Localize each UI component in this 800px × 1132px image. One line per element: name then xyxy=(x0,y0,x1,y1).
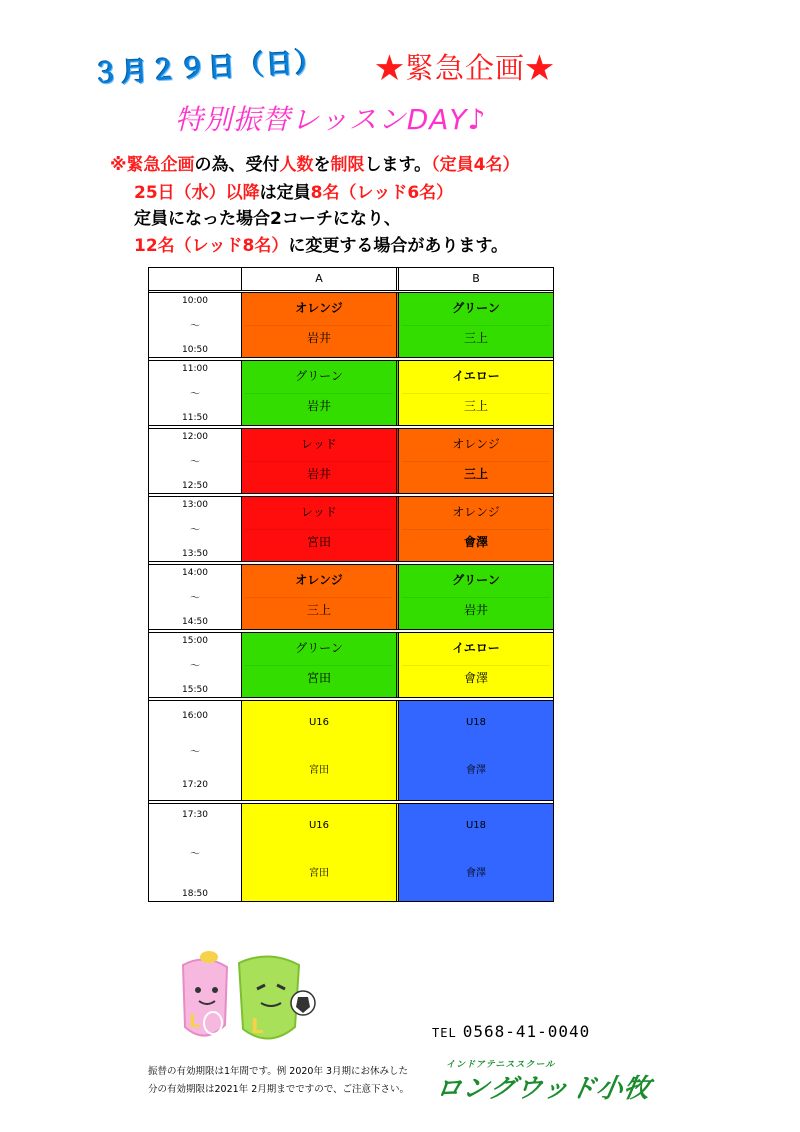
coach-name: 三上 xyxy=(306,603,331,617)
lesson-level: オレンジ xyxy=(295,301,343,315)
coach-name: 岩井 xyxy=(306,399,331,413)
phone-icon: TEL xyxy=(432,1026,457,1040)
lesson-cell-b xyxy=(399,429,553,493)
coach-name: 岩井 xyxy=(306,331,331,345)
coach-name: 宮田 xyxy=(309,765,329,776)
end-time: 18:50 xyxy=(182,889,208,899)
end-time: 10:50 xyxy=(182,345,208,355)
start-time: 11:00 xyxy=(182,364,208,374)
lesson-level: オレンジ xyxy=(295,573,343,587)
coach-name: 宮田 xyxy=(306,671,331,685)
start-time: 14:00 xyxy=(182,568,208,578)
tilde-mark: ～ xyxy=(190,592,200,604)
svg-text:L: L xyxy=(251,1014,264,1038)
event-subtitle: 特別振替レッスンDAY♪ xyxy=(175,103,487,136)
lesson-schedule-table xyxy=(148,267,554,902)
notice-emphasis: 人数 xyxy=(279,155,314,175)
coach-name: 宮田 xyxy=(306,535,331,549)
tilde-mark: ～ xyxy=(190,746,200,758)
end-time: 15:50 xyxy=(182,685,208,695)
end-time: 17:20 xyxy=(182,780,208,790)
time-cell xyxy=(149,804,242,901)
lesson-level: グリーン xyxy=(452,301,500,315)
notice-text: します。 xyxy=(364,155,432,175)
tilde-mark: ～ xyxy=(190,388,200,400)
tilde-mark: ～ xyxy=(190,660,200,672)
end-time: 13:50 xyxy=(182,549,208,559)
lesson-level: イエロー xyxy=(452,641,500,655)
lesson-cell-a xyxy=(242,361,399,425)
lesson-level: グリーン xyxy=(295,641,343,655)
start-time: 16:00 xyxy=(182,711,208,721)
lesson-cell-b xyxy=(399,804,553,901)
time-cell xyxy=(149,633,242,697)
coach-name: 岩井 xyxy=(463,603,488,617)
tilde-mark: ～ xyxy=(190,524,200,536)
lesson-cell-b xyxy=(399,497,553,561)
lesson-level: オレンジ xyxy=(452,437,500,451)
table-row xyxy=(149,701,553,804)
end-time: 12:50 xyxy=(182,481,208,491)
tilde-mark: ～ xyxy=(190,320,200,332)
lesson-cell-a xyxy=(242,804,399,901)
coach-name: 會澤 xyxy=(463,671,488,685)
coach-name: 會澤 xyxy=(466,765,486,776)
lesson-cell-a xyxy=(242,429,399,493)
phone-value: 0568-41-0040 xyxy=(462,1022,591,1041)
coach-name: 三上 xyxy=(463,331,488,345)
lesson-cell-b xyxy=(399,633,553,697)
tilde-mark: ～ xyxy=(190,848,200,860)
coach-name: 會澤 xyxy=(463,535,488,549)
start-time: 13:00 xyxy=(182,500,208,510)
lesson-cell-b xyxy=(399,361,553,425)
lesson-level: オレンジ xyxy=(452,505,500,519)
event-date: ３月２９日（日） xyxy=(91,46,325,91)
notice-emphasis: ※緊急企画 xyxy=(110,155,195,175)
lesson-level: グリーン xyxy=(295,369,343,383)
notice-emphasis: 25日（水）以降 xyxy=(134,183,260,203)
notice-line-3: 定員になった場合2コーチになり、 xyxy=(134,209,401,229)
phone-number xyxy=(432,1022,590,1041)
lesson-cell-b xyxy=(399,293,553,357)
lesson-level: U18 xyxy=(465,820,487,831)
notice-text: の為、受付 xyxy=(194,155,280,175)
table-row xyxy=(149,565,553,633)
coach-name: 三上 xyxy=(463,467,488,481)
validity-note-line-1: 振替の有効期限は1年間です。例 2020年 3月期にお休みした xyxy=(148,1066,409,1077)
svg-text:L: L xyxy=(189,1011,201,1032)
lesson-cell-a xyxy=(242,701,399,800)
lesson-cell-a xyxy=(242,497,399,561)
notice-line-4 xyxy=(134,231,508,256)
validity-note xyxy=(148,1063,409,1099)
notice-emphasis: 8名（レッド6名） xyxy=(310,183,454,203)
table-row xyxy=(149,293,553,361)
start-time: 12:00 xyxy=(182,432,208,442)
coach-name: 岩井 xyxy=(306,467,331,481)
notice-emphasis: （定員4名） xyxy=(431,155,520,175)
lesson-level: グリーン xyxy=(452,573,500,587)
header-time-cell xyxy=(149,268,242,290)
notice-emphasis: 12名（レッド8名） xyxy=(134,236,289,256)
time-cell xyxy=(149,497,242,561)
table-row xyxy=(149,804,553,901)
lesson-level: U16 xyxy=(308,717,330,728)
school-tagline: インドアテニススクール xyxy=(446,1060,556,1070)
notice-line-1 xyxy=(110,150,520,175)
notice-emphasis: 制限 xyxy=(330,155,365,175)
column-b-header: B xyxy=(472,272,480,285)
table-row xyxy=(149,633,553,701)
time-cell xyxy=(149,565,242,629)
lesson-level: イエロー xyxy=(452,369,500,383)
lesson-cell-a xyxy=(242,565,399,629)
notice-text: は定員 xyxy=(259,183,311,203)
notice-text: に変更する場合があります。 xyxy=(288,236,508,256)
notice-line-2 xyxy=(134,178,453,203)
tilde-mark: ～ xyxy=(190,456,200,468)
coach-name: 三上 xyxy=(463,399,488,413)
end-time: 11:50 xyxy=(182,413,208,423)
lesson-level: U16 xyxy=(308,820,330,831)
time-cell xyxy=(149,293,242,357)
coach-name: 會澤 xyxy=(466,868,486,879)
table-row xyxy=(149,497,553,565)
validity-note-line-2: 分の有効期限は2021年 2月期までですので、ご注意下さい。 xyxy=(148,1084,410,1095)
school-logo-name: ロングウッド小牧 xyxy=(432,1074,654,1104)
start-time: 10:00 xyxy=(182,296,208,306)
table-row xyxy=(149,429,553,497)
lesson-level: レッド xyxy=(301,437,337,451)
table-header-row xyxy=(149,268,553,293)
start-time: 15:00 xyxy=(182,636,208,646)
lesson-level: U18 xyxy=(465,717,487,728)
lesson-cell-b xyxy=(399,701,553,800)
lesson-cell-b xyxy=(399,565,553,629)
column-a-header: A xyxy=(242,268,399,290)
time-cell xyxy=(149,429,242,493)
mascot-illustration xyxy=(165,945,335,1055)
coach-name: 宮田 xyxy=(309,868,329,879)
end-time: 14:50 xyxy=(182,617,208,627)
lesson-cell-a xyxy=(242,293,399,357)
lesson-level: レッド xyxy=(301,505,337,519)
start-time: 17:30 xyxy=(182,810,208,820)
time-cell xyxy=(149,701,242,800)
time-cell xyxy=(149,361,242,425)
table-row xyxy=(149,361,553,429)
notice-text: を xyxy=(313,155,331,175)
emergency-heading: ★緊急企画★ xyxy=(375,51,556,85)
lesson-cell-a xyxy=(242,633,399,697)
